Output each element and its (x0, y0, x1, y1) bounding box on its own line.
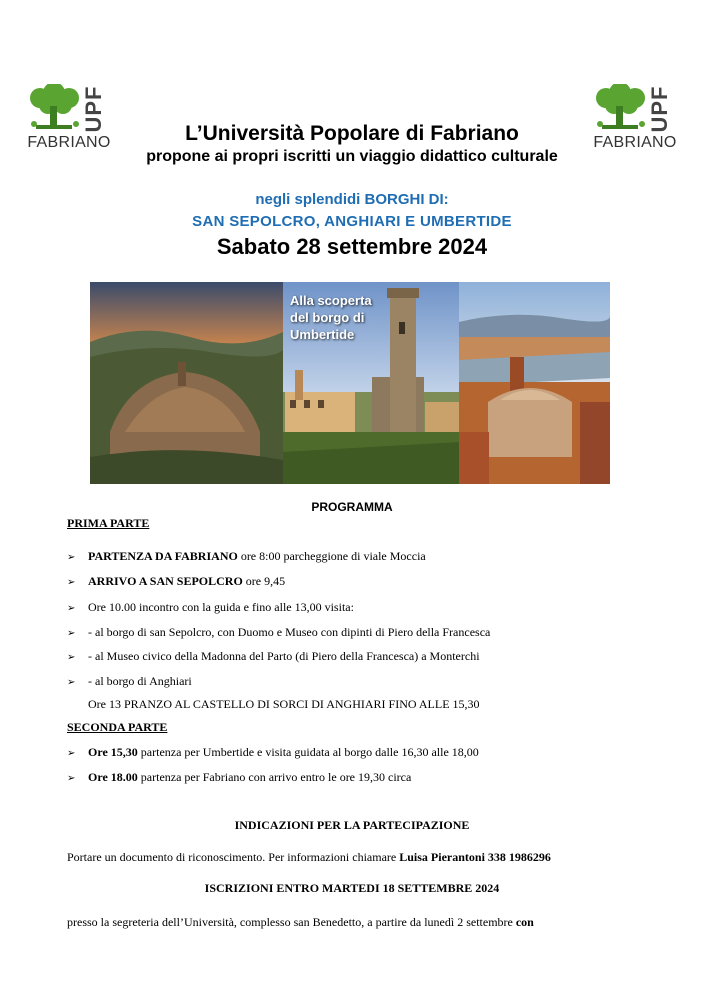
documents-line: Portare un documento di riconoscimento. Per informazioni chiamare Luisa Pierantoni 338 1986296 (67, 850, 551, 864)
second-part-heading: SECONDA PARTE (67, 720, 168, 734)
program-item: ➢ PARTENZA DA FABRIANO ore 8:00 parcheggione di viale Moccia (67, 549, 426, 563)
program-item: ➢ - al borgo di Anghiari (67, 674, 192, 688)
umbertide-caption (290, 292, 372, 343)
lunch-line: Ore 13 PRANZO AL CASTELLO DI SORCI DI ANGHIARI FINO ALLE 15,30 (88, 697, 480, 711)
registration-location: presso la segreteria dell’Università, complesso san Benedetto, a partire da lunedì 2 settembre con (67, 915, 534, 929)
program-item: ➢ - al Museo civico della Madonna del Parto (di Piero della Francesca) a Monterchi (67, 649, 480, 663)
program-title: PROGRAMMA (311, 500, 393, 514)
caption-line: del borgo di (290, 310, 365, 325)
logo-city: FABRIANO (27, 134, 111, 151)
program-item: ➢ Ore 15,30 partenza per Umbertide e visita guidata al borgo dalle 16,30 alle 18,00 (67, 745, 479, 759)
program-item: ➢ - al borgo di san Sepolcro, con Duomo e Museo con dipinti di Piero della Francesca (67, 625, 491, 639)
destinations-heading: SAN SEPOLCRO, ANGHIARI E UMBERTIDE (192, 213, 512, 230)
registration-deadline: ISCRIZIONI ENTRO MARTEDI 18 SETTEMBRE 2024 (204, 881, 500, 895)
arrow-bullet-icon: ➢ (67, 603, 76, 614)
program-item: ➢ ARRIVO A SAN SEPOLCRO ore 9,45 (67, 574, 286, 588)
organization-title: L’Università Popolare di Fabriano (185, 122, 519, 145)
logo-initials: UPF (81, 85, 106, 133)
logo-city: FABRIANO (593, 134, 677, 151)
arrow-bullet-icon: ➢ (67, 628, 76, 639)
arrow-bullet-icon: ➢ (67, 677, 76, 688)
caption-line: Umbertide (290, 327, 355, 342)
program-item: ➢ Ore 18.00 partenza per Fabriano con arrivo entro le ore 19,30 circa (67, 770, 412, 784)
arrow-bullet-icon: ➢ (67, 552, 76, 563)
arrow-bullet-icon: ➢ (67, 577, 76, 588)
arrow-bullet-icon: ➢ (67, 748, 76, 759)
trip-date: Sabato 28 settembre 2024 (216, 234, 488, 259)
photo-collage (90, 282, 610, 484)
borghi-heading: negli splendidi BORGHI DI: (255, 191, 449, 208)
arrow-bullet-icon: ➢ (67, 652, 76, 663)
participation-heading: INDICAZIONI PER LA PARTECIPAZIONE (234, 818, 470, 832)
trip-subtitle: propone ai propri iscritti un viaggio didattico culturale (146, 148, 558, 165)
program-item: ➢ Ore 10.00 incontro con la guida e fino alle 13,00 visita: (67, 600, 354, 614)
first-part-heading: PRIMA PARTE (67, 516, 150, 530)
arrow-bullet-icon: ➢ (67, 773, 76, 784)
caption-line: Alla scoperta (290, 293, 372, 308)
contact-info: Luisa Pierantoni 338 1986296 (399, 850, 551, 864)
logo-initials: UPF (647, 85, 672, 133)
